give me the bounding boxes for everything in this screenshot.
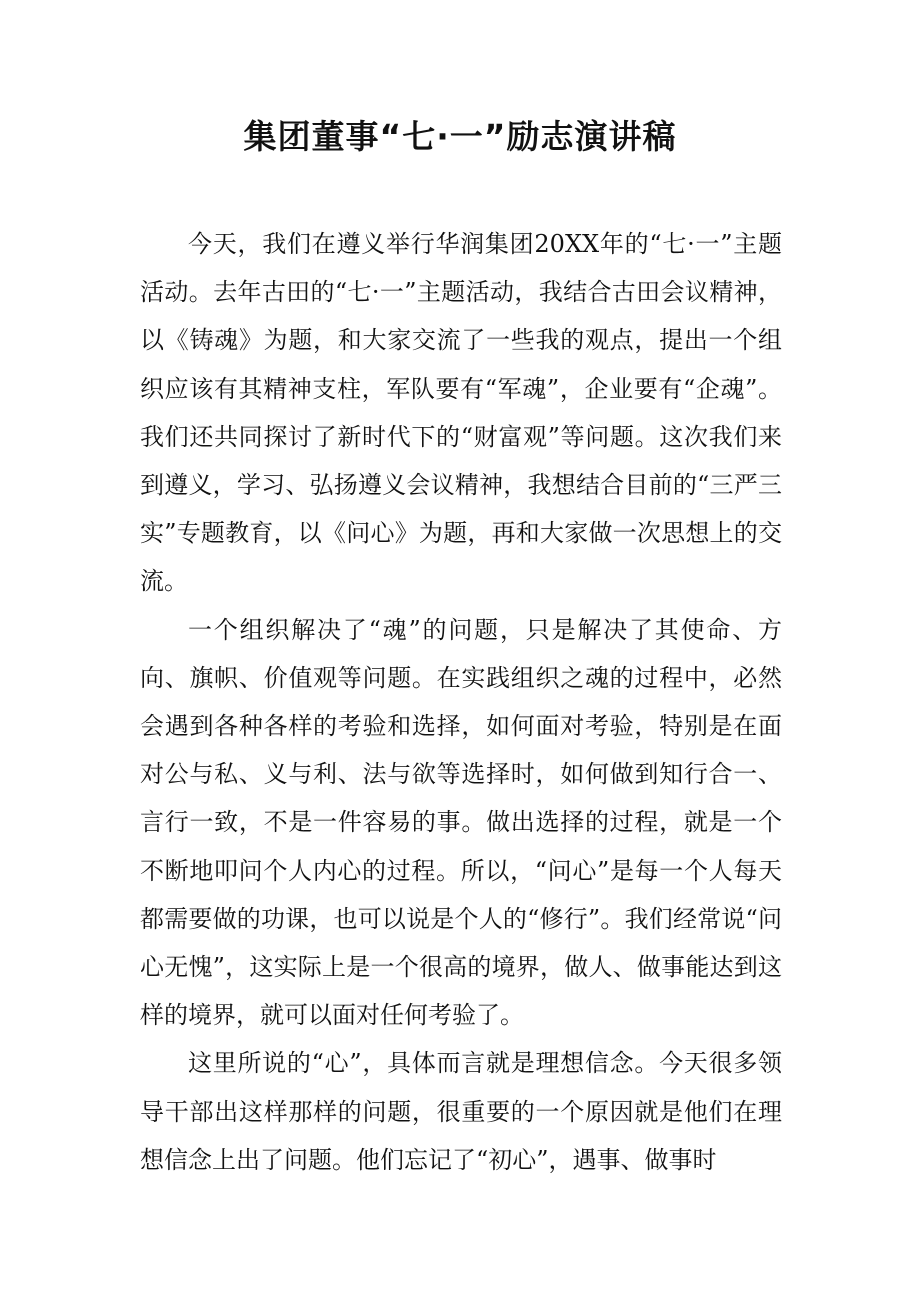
- document-title: 集团董事“七·一”励志演讲稿: [243, 117, 677, 156]
- paragraph: 今天，我们在遵义举行华润集团20XX年的“七·一”主题活动。去年古田的“七·一”主题活动，我结合古田会议精神，以《铸魂》为题，和大家交流了一些我的观点，提出一个组织应该有其精神支柱，军队要有“军魂”，企业要有“企魂”。我们还共同探讨了新时代下的“财富观”等问题。这次我们来到遵义，学习、弘扬遵义会议精神，我想结合目前的“三严三实”专题教育，以《问心》为题，再和大家做一次思想上的交流。: [140, 230, 782, 596]
- paragraph: 这里所说的“心”，具体而言就是理想信念。今天很多领导干部出这样那样的问题，很重要的一个原因就是他们在理想信念上出了问题。他们忘记了“初心”，遇事、做事时: [140, 1049, 782, 1174]
- document-body: [140, 220, 782, 1184]
- paragraph: 一个组织解决了“魂”的问题，只是解决了其使命、方向、旗帜、价值观等问题。在实践组织之魂的过程中，必然会遇到各种各样的考验和选择，如何面对考验，特别是在面对公与私、义与利、法与欲等选择时，如何做到知行合一、言行一致，不是一件容易的事。做出选择的过程，就是一个不断地叩问个人内心的过程。所以，“问心”是每一个人每天都需要做的功课，也可以说是个人的“修行”。我们经常说“问心无愧”，这实际上是一个很高的境界，做人、做事能达到这样的境界，就可以面对任何考验了。: [140, 615, 782, 1030]
